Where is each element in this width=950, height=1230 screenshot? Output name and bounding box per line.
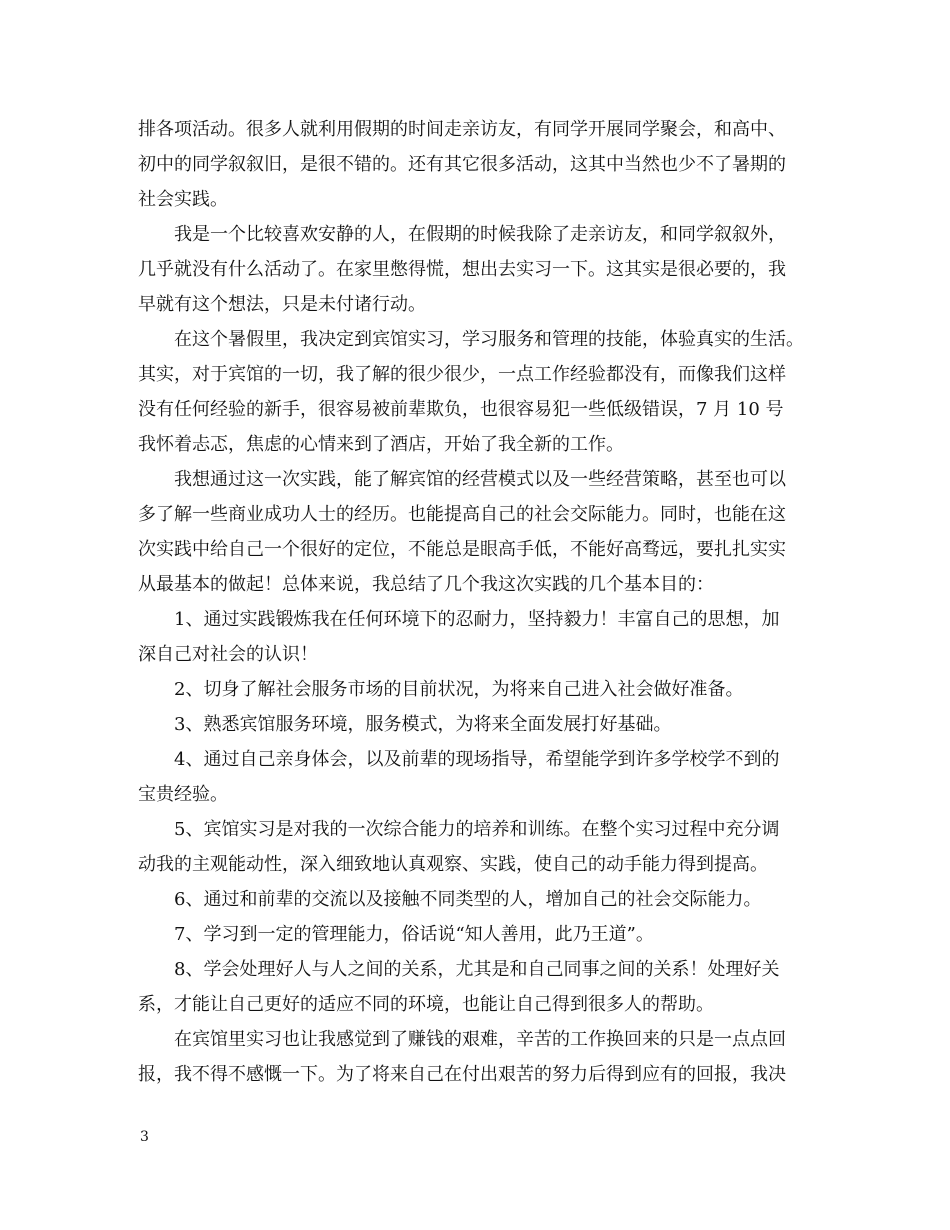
paragraph-first-line: 3、熟悉宾馆服务环境，服务模式，为将来全面发展打好基础。 — [174, 714, 672, 735]
text-line: 初中的同学叙叙旧，是很不错的。还有其它很多活动，这其中当然也少不了暑期的 — [138, 154, 786, 175]
text-line: 社会实践。 — [138, 189, 228, 210]
paragraph-first-line: 1、通过实践锻炼我在任何环境下的忍耐力，坚持毅力！丰富自己的思想，加 — [174, 609, 780, 630]
paragraph-first-line: 7、学习到一定的管理能力，俗话说“知人善用，此乃王道”。 — [174, 924, 654, 945]
paragraph-first-line: 在宾馆里实习也让我感觉到了赚钱的艰难，辛苦的工作换回来的只是一点点回 — [174, 1029, 786, 1050]
text-line: 动我的主观能动性，深入细致地认真观察、实践，使自己的动手能力得到提高。 — [138, 854, 768, 875]
text-line: 报，我不得不感慨一下。为了将来自己在付出艰苦的努力后得到应有的回报，我决 — [138, 1064, 786, 1085]
paragraph-first-line: 我想通过这一次实践，能了解宾馆的经营模式以及一些经营策略，甚至也可以 — [174, 469, 786, 490]
text-line: 多了解一些商业成功人士的经历。也能提高自己的社会交际能力。同时，也能在这 — [138, 504, 786, 525]
text-line: 其实，对于宾馆的一切，我了解的很少很少，一点工作经验都没有，而像我们这样 — [138, 364, 786, 385]
paragraph-first-line: 4、通过自己亲身体会，以及前辈的现场指导，希望能学到许多学校学不到的 — [174, 749, 780, 770]
text-line: 宝贵经验。 — [138, 784, 228, 805]
paragraph-first-line: 在这个暑假里，我决定到宾馆实习，学习服务和管理的技能，体验真实的生活。 — [174, 329, 804, 350]
text-line: 深自己对社会的认识！ — [138, 644, 318, 665]
text-line: 几乎就没有什么活动了。在家里憋得慌，想出去实习一下。这其实是很必要的，我 — [138, 259, 786, 280]
paragraph-first-line: 我是一个比较喜欢安静的人，在假期的时候我除了走亲访友，和同学叙叙外， — [174, 224, 786, 245]
text-line: 系，才能让自己更好的适应不同的环境，也能让自己得到很多人的帮助。 — [138, 994, 714, 1015]
text-line: 我怀着忐忑，焦虑的心情来到了酒店，开始了我全新的工作。 — [138, 434, 624, 455]
paragraph-first-line: 2、切身了解社会服务市场的目前状况，为将来自己进入社会做好准备。 — [174, 679, 744, 700]
paragraph-first-line: 5、宾馆实习是对我的一次综合能力的培养和训练。在整个实习过程中充分调 — [174, 819, 780, 840]
text-line: 次实践中给自己一个很好的定位，不能总是眼高手低，不能好高骛远，要扎扎实实 — [138, 539, 786, 560]
paragraph-first-line: 6、通过和前辈的交流以及接触不同类型的人，增加自己的社会交际能力。 — [174, 889, 762, 910]
text-line: 排各项活动。很多人就利用假期的时间走亲访友，有同学开展同学聚会，和高中、 — [138, 119, 786, 140]
document-body — [138, 112, 820, 1092]
page-number: 3 — [140, 1129, 149, 1145]
text-line: 从最基本的做起！总体来说，我总结了几个我这次实践的几个基本目的： — [138, 574, 714, 595]
text-line: 早就有这个想法，只是未付诸行动。 — [138, 294, 426, 315]
text-line: 没有任何经验的新手，很容易被前辈欺负，也很容易犯一些低级错误，7 月 10 号 — [138, 399, 784, 420]
paragraph-first-line: 8、学会处理好人与人之间的关系，尤其是和自己同事之间的关系！处理好关 — [174, 959, 780, 980]
